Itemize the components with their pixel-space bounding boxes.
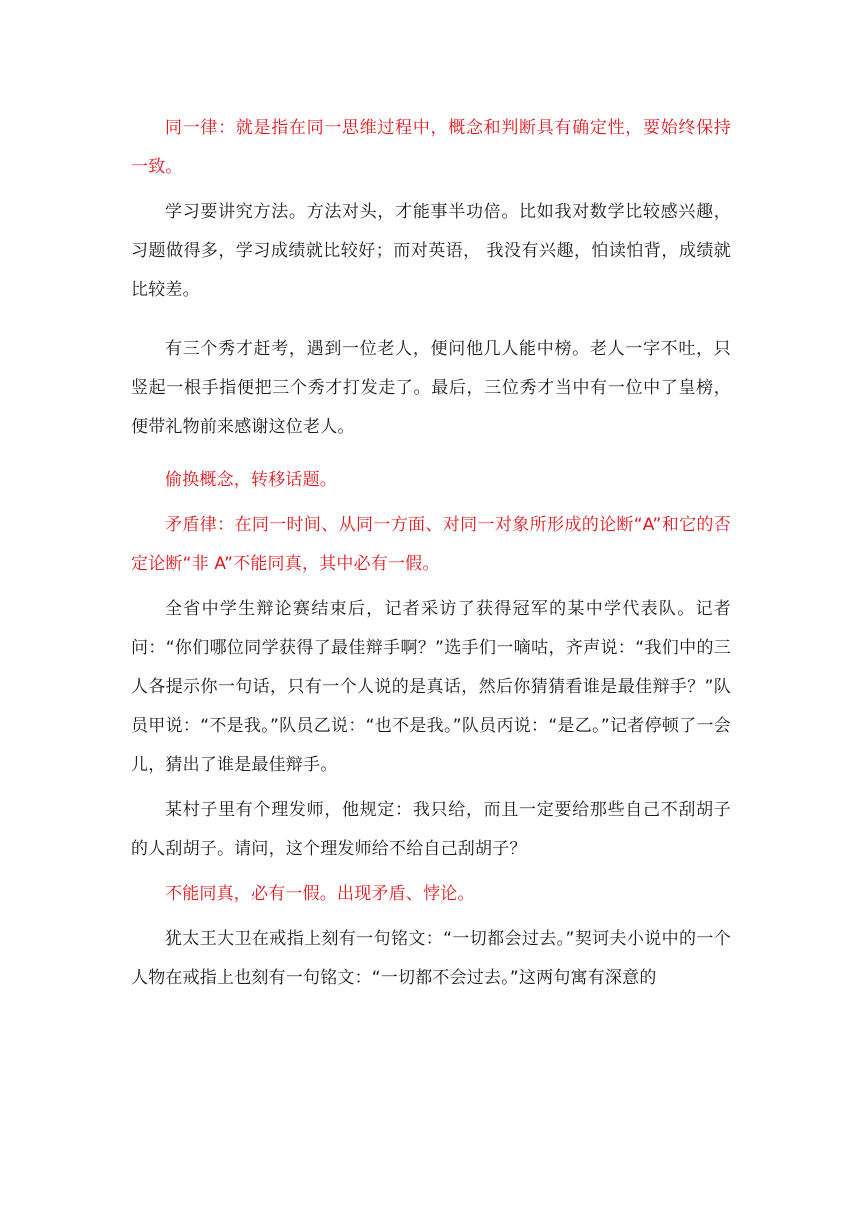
debate-contest-story: 全省中学生辩论赛结束后，记者采访了获得冠军的某中学代表队。记者问：“你们哪位同学获得了最佳辩手啊？”选手们一嘀咕，齐声说：“我们中的三人各提示你一句话，只有一个人说的是真话，然后你猜猜看谁是最佳辩手？”队员甲说：“不是我。”队员乙说：“也不是我。”队员丙说：“是乙。”记者停顿了一会儿，猜出了谁是最佳辩手。 — [131, 599, 731, 775]
contradiction-law-definition: 矛盾律：在同一时间、从同一方面、对同一对象所形成的论断“A”和它的否定论断“非 A”不能同真，其中必有一假。 — [131, 515, 731, 574]
concept-switch-note: 偷换概念，转移话题。 — [165, 470, 337, 490]
identity-law-definition: 同一律：就是指在同一思维过程中，概念和判断具有确定性，要始终保持一致。 — [131, 118, 731, 177]
study-method-example: 学习要讲究方法。方法对头，才能事半功倍。比如我对数学比较感兴趣，习题做得多，学习成绩就比较好；而对英语， 我没有兴趣，怕读怕背，成绩就比较差。 — [131, 202, 731, 300]
barber-paradox: 某村子里有个理发师，他规定：我只给，而且一定要给那些自己不刮胡子的人刮胡子。请问，这个理发师给不给自己刮胡子？ — [131, 800, 731, 859]
document-body — [131, 109, 731, 998]
three-scholars-story: 有三个秀才赶考，遇到一位老人，便问他几人能中榜。老人一字不吐，只竖起一根手指便把三个秀才打发走了。最后，三位秀才当中有一位中了皇榜，便带礼物前来感谢这位老人。 — [131, 339, 731, 437]
contradiction-note: 不能同真，必有一假。出现矛盾、悖论。 — [165, 884, 475, 904]
ring-inscription-story: 犹太王大卫在戒指上刻有一句铭文：“一切都会过去。”契诃夫小说中的一个人物在戒指上也刻有一句铭文：“一切都不会过去。”这两句寓有深意的 — [131, 929, 731, 988]
